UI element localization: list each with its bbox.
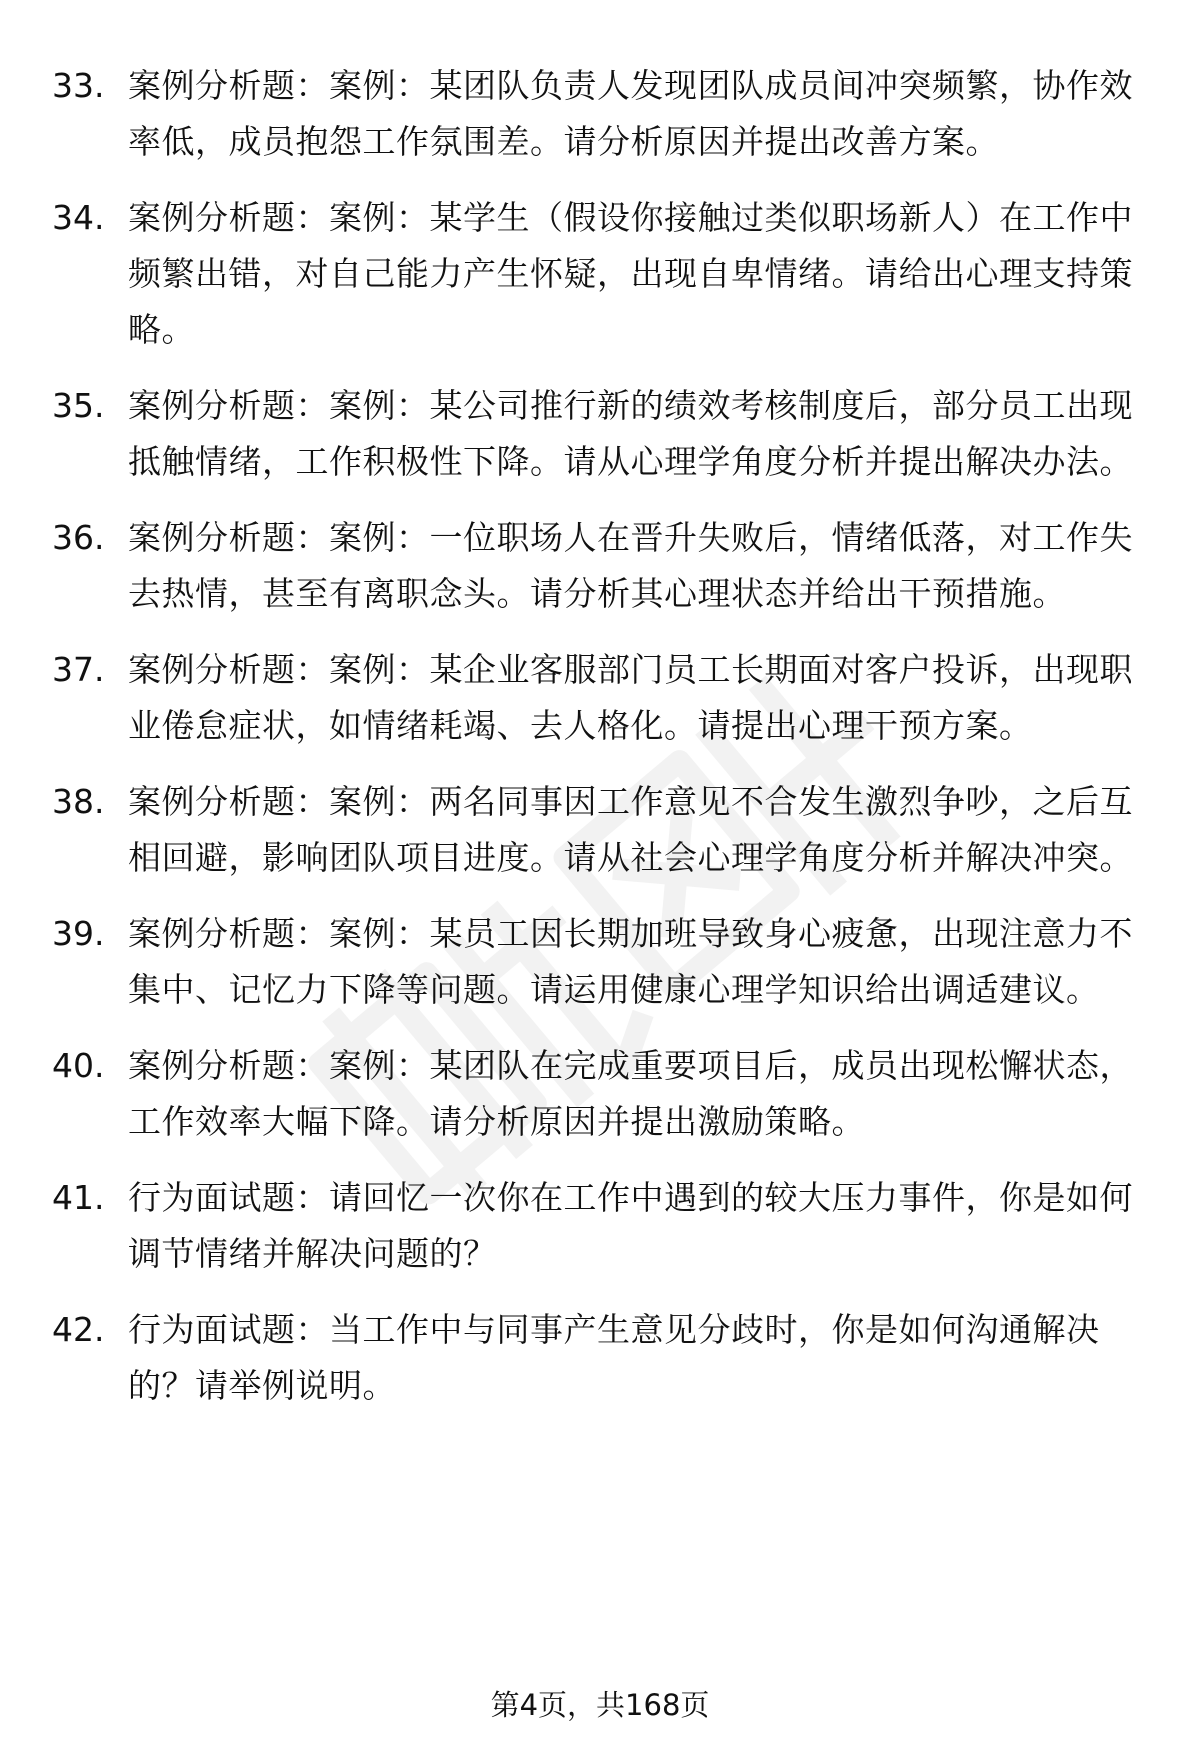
question-text: 案例分析题：案例：某学生（假设你接触过类似职场新人）在工作中频繁出错，对自己能力产生怀疑，出现自卑情绪。请给出心理支持策略。 — [128, 198, 1133, 349]
question-number: 38. — [52, 782, 105, 821]
list-item — [52, 774, 1152, 886]
question-number: 33. — [52, 66, 105, 105]
page-indicator: 第4页，共168页 — [490, 1688, 710, 1722]
question-number: 39. — [52, 914, 105, 953]
question-text: 案例分析题：案例：某员工因长期加班导致身心疲惫，出现注意力不集中、记忆力下降等问题。请运用健康心理学知识给出调适建议。 — [128, 914, 1133, 1009]
question-number: 40. — [52, 1046, 105, 1085]
question-text: 案例分析题：案例：某团队在完成重要项目后，成员出现松懈状态，工作效率大幅下降。请分析原因并提出激励策略。 — [128, 1046, 1133, 1141]
list-item — [52, 510, 1152, 622]
question-text: 行为面试题：当工作中与同事产生意见分歧时，你是如何沟通解决的？请举例说明。 — [128, 1310, 1100, 1405]
list-item — [52, 906, 1152, 1018]
question-number: 41. — [52, 1178, 105, 1217]
question-text: 案例分析题：案例：某公司推行新的绩效考核制度后，部分员工出现抵触情绪，工作积极性下降。请从心理学角度分析并提出解决办法。 — [128, 386, 1133, 481]
list-item — [52, 642, 1152, 754]
list-item — [52, 1302, 1152, 1414]
question-list — [52, 58, 1152, 1414]
list-item — [52, 190, 1152, 358]
question-text: 案例分析题：案例：一位职场人在晋升失败后，情绪低落，对工作失去热情，甚至有离职念头。请分析其心理状态并给出干预措施。 — [128, 518, 1133, 613]
question-text: 行为面试题：请回忆一次你在工作中遇到的较大压力事件，你是如何调节情绪并解决问题的？ — [128, 1178, 1133, 1273]
question-number: 37. — [52, 650, 105, 689]
question-number: 34. — [52, 198, 105, 237]
list-item — [52, 378, 1152, 490]
question-text: 案例分析题：案例：两名同事因工作意见不合发生激烈争吵，之后互相回避，影响团队项目进度。请从社会心理学角度分析并解决冲突。 — [128, 782, 1133, 877]
list-item — [52, 1170, 1152, 1282]
list-item — [52, 58, 1152, 170]
question-number: 36. — [52, 518, 105, 557]
question-text: 案例分析题：案例：某企业客服部门员工长期面对客户投诉，出现职业倦怠症状，如情绪耗竭、去人格化。请提出心理干预方案。 — [128, 650, 1133, 745]
question-number: 35. — [52, 386, 105, 425]
list-item — [52, 1038, 1152, 1150]
question-number: 42. — [52, 1310, 105, 1349]
question-text: 案例分析题：案例：某团队负责人发现团队成员间冲突频繁，协作效率低，成员抱怨工作氛围差。请分析原因并提出改善方案。 — [128, 66, 1133, 161]
